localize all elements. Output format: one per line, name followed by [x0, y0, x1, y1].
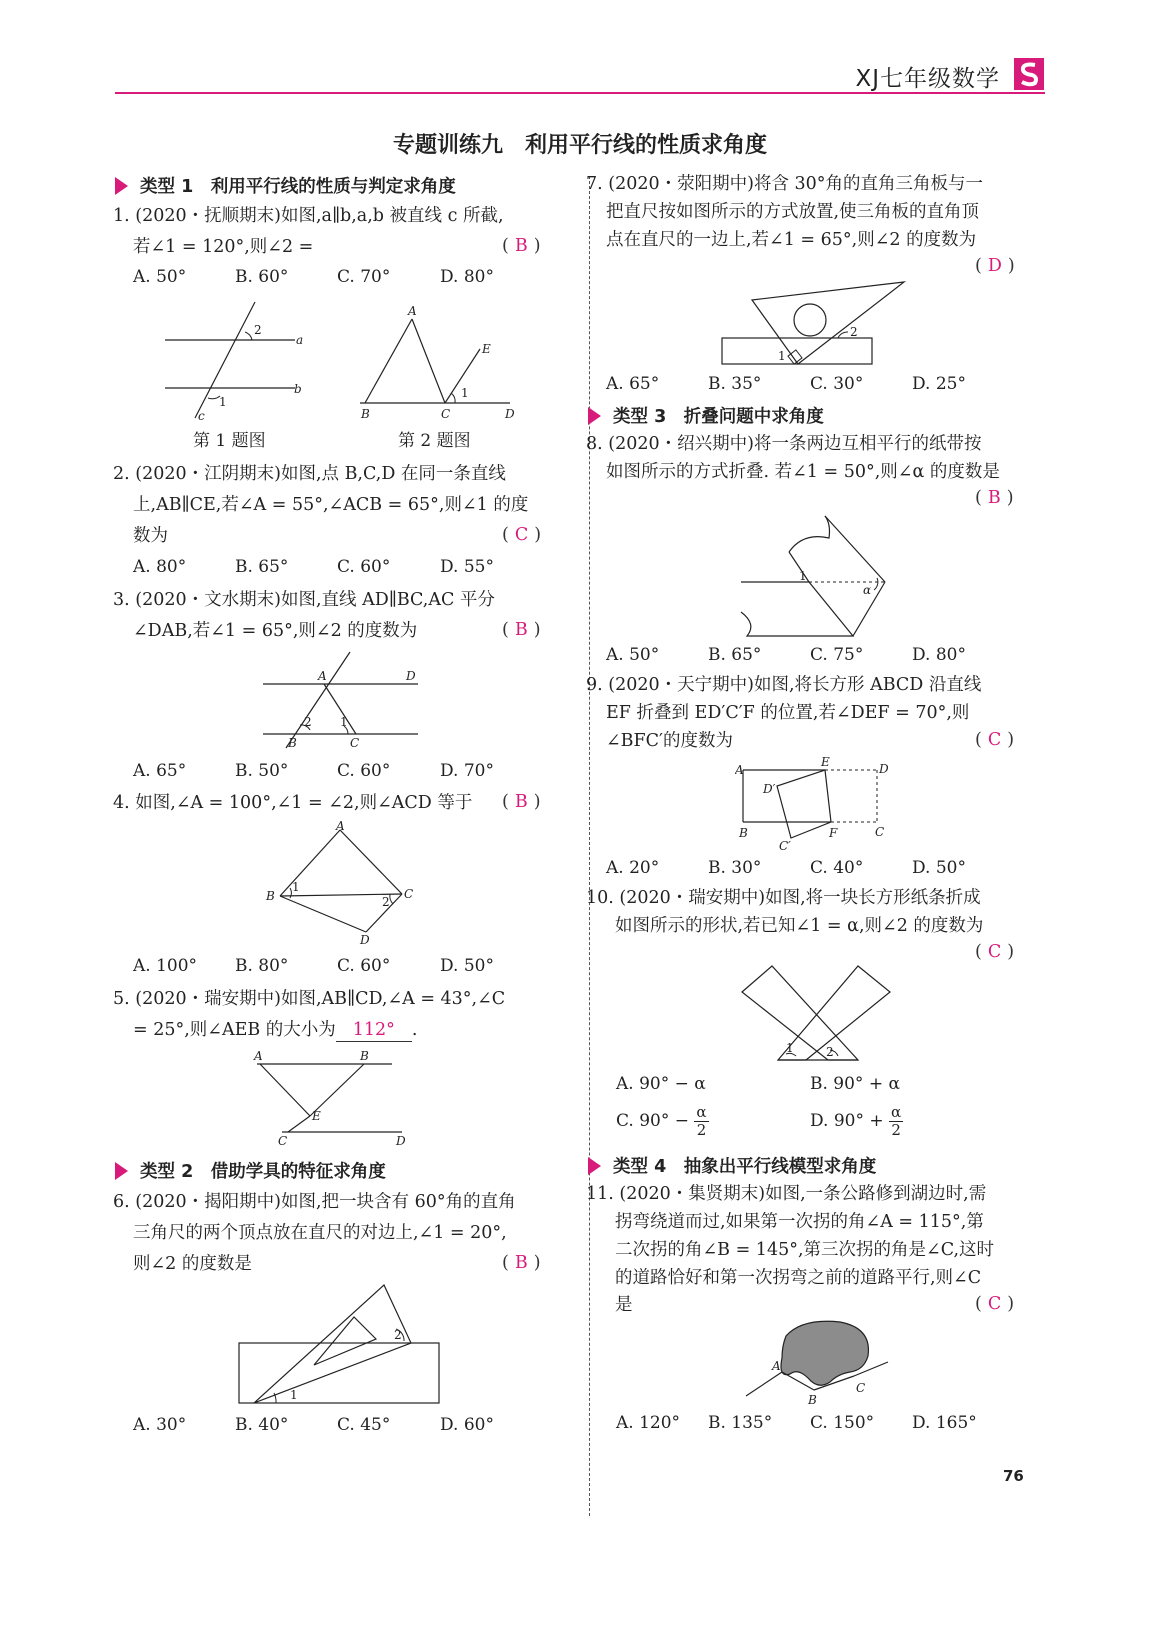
q1-option-b: B. 60°: [235, 267, 289, 287]
q2-option-c: C. 60°: [337, 557, 391, 577]
figure-q3: [258, 650, 428, 752]
q3-option-a: A. 65°: [133, 761, 187, 781]
q1-line-1: 1. (2020・抚顺期末)如图,a∥b,a,b 被直线 c 所截,: [113, 206, 504, 226]
triangle-marker-icon: [588, 407, 601, 425]
q11-option-d: D. 165°: [912, 1413, 977, 1433]
figure-label: 2: [850, 325, 858, 339]
q10-line-1: 10. (2020・瑞安期中)如图,将一块长方形纸条折成: [586, 888, 981, 908]
figure-label: A: [735, 763, 744, 777]
figure-label: B: [361, 407, 370, 421]
figure-label: D: [505, 407, 515, 421]
figure-label: C: [404, 887, 414, 901]
q4-option-c: C. 60°: [337, 956, 391, 976]
q7-line-1: 7. (2020・荥阳期中)将含 30°角的直角三角板与一: [586, 174, 984, 194]
q10-line-2: 如图所示的形状,若已知∠1 = α,则∠2 的度数为: [615, 916, 984, 936]
figure-label: D: [360, 933, 370, 947]
header-rule: [115, 92, 1045, 94]
figure-q5: [252, 1048, 412, 1148]
figure-label: a: [296, 333, 304, 347]
figure-label: 2: [382, 895, 390, 909]
q9-option-c: C. 40°: [810, 858, 864, 878]
section-heading-4: 类型 4 抽象出平行线模型求角度: [588, 1153, 876, 1178]
q11-option-a: A. 120°: [616, 1413, 681, 1433]
q3-line-1: 3. (2020・文水期末)如图,直线 AD∥BC,AC 平分: [113, 590, 495, 610]
figure-label: E: [312, 1109, 321, 1123]
q6-line-2: 三角尺的两个顶点放在直尺的对边上,∠1 = 20°,: [133, 1223, 507, 1243]
q3-option-b: B. 50°: [235, 761, 289, 781]
figure-q9: [735, 756, 900, 856]
q8-line-1: 8. (2020・绍兴期中)将一条两边互相平行的纸带按: [586, 434, 982, 454]
section-heading-2: 类型 2 借助学具的特征求角度: [115, 1158, 386, 1183]
figure-label: C: [441, 407, 451, 421]
figure-label: A: [318, 669, 327, 683]
figure-label: E: [482, 342, 491, 356]
q6-option-d: D. 60°: [440, 1415, 494, 1435]
q7-option-d: D. 25°: [912, 374, 966, 394]
figure-label: A: [772, 1359, 781, 1373]
q8-option-c: C. 75°: [810, 645, 864, 665]
q8-option-b: B. 65°: [708, 645, 762, 665]
figure-label: B: [739, 826, 748, 840]
q1-option-c: C. 70°: [337, 267, 391, 287]
figure-q2: [355, 305, 520, 425]
figure-label: C′: [779, 839, 791, 853]
q3-line-2: ∠DAB,若∠1 = 65°,则∠2 的度数为: [133, 621, 418, 641]
figure-label: 2: [826, 1045, 834, 1059]
triangle-marker-icon: [115, 1162, 128, 1180]
figure-label: A: [336, 820, 345, 833]
figure-label: 2: [394, 1328, 402, 1342]
q11-option-b: B. 135°: [708, 1413, 773, 1433]
figure-label: 1: [799, 569, 807, 583]
q7-option-c: C. 30°: [810, 374, 864, 394]
figure-label: 2: [304, 715, 312, 729]
q11-line-3: 二次拐的角∠B = 145°,第三次拐的角是∠C,这时: [615, 1240, 995, 1260]
q1-option-a: A. 50°: [133, 267, 187, 287]
q5-line-2: = 25°,则∠AEB 的大小为 112° .: [133, 1020, 418, 1040]
q2-figure-caption: 第 2 题图: [398, 431, 471, 451]
section-heading-3: 类型 3 折叠问题中求角度: [588, 403, 824, 428]
q10-option-d: D. 90° + $\frac{\alpha}{2}$: [810, 1103, 902, 1139]
triangle-marker-icon: [588, 1157, 601, 1175]
q2-line-2: 上,AB∥CE,若∠A = 55°,∠ACB = 65°,则∠1 的度: [133, 495, 529, 515]
figure-q7: [716, 280, 911, 370]
q9-line-1: 9. (2020・天宁期中)如图,将长方形 ABCD 沿直线: [586, 675, 982, 695]
q7-answer: ( D ): [975, 256, 1015, 276]
figure-label: F: [829, 826, 838, 840]
page-title: 专题训练九 利用平行线的性质求角度: [392, 133, 767, 158]
figure-q10: [738, 964, 898, 1070]
section-heading-1: 类型 1 利用平行线的性质与判定求角度: [115, 173, 456, 198]
q11-line-1: 11. (2020・集贤期末)如图,一条公路修到湖边时,需: [586, 1184, 987, 1204]
figure-label: c: [198, 409, 205, 423]
q7-option-a: A. 65°: [606, 374, 660, 394]
figure-label: b: [294, 382, 302, 396]
q6-option-b: B. 40°: [235, 1415, 289, 1435]
figure-label: D′: [763, 782, 776, 796]
q10-fraction-d: $\frac{\alpha}{2}$: [891, 1103, 902, 1139]
q2-line-1: 2. (2020・江阴期末)如图,点 B,C,D 在同一条直线: [113, 464, 506, 484]
q8-option-a: A. 50°: [606, 645, 660, 665]
q1-option-d: D. 80°: [440, 267, 494, 287]
figure-label: B: [808, 1393, 817, 1407]
figure-label: C: [278, 1134, 288, 1148]
logo-icon: [1014, 58, 1044, 90]
figure-label: A: [408, 305, 417, 318]
q9-option-b: B. 30°: [708, 858, 762, 878]
figure-label: 2: [254, 323, 262, 337]
figure-label: B: [288, 736, 297, 750]
column-divider: [589, 176, 590, 1516]
q7-line-3: 点在直尺的一边上,若∠1 = 65°,则∠2 的度数为: [606, 230, 977, 250]
q10-option-c: C. 90° − $\frac{\alpha}{2}$: [616, 1103, 707, 1139]
q7-option-b: B. 35°: [708, 374, 762, 394]
figure-label: C: [875, 825, 885, 839]
q6-option-c: C. 45°: [337, 1415, 391, 1435]
q3-answer: ( B ): [502, 620, 541, 640]
figure-q6: [236, 1283, 442, 1408]
figure-label: 1: [461, 386, 469, 400]
q9-answer: ( C ): [975, 730, 1015, 750]
q1-answer: ( B ): [502, 236, 541, 256]
q11-line-5: 是: [615, 1295, 633, 1315]
q6-line-1: 6. (2020・揭阳期中)如图,把一块含有 60°角的直角: [113, 1192, 516, 1212]
q2-option-d: D. 55°: [440, 557, 494, 577]
figure-label: B: [266, 889, 275, 903]
q9-line-3: ∠BFC′的度数为: [606, 731, 734, 751]
q2-option-a: A. 80°: [133, 557, 187, 577]
q2-answer: ( C ): [502, 525, 542, 545]
q11-option-c: C. 150°: [810, 1413, 875, 1433]
figure-label: A: [254, 1049, 263, 1063]
q1-line-2: 若∠1 = 120°,则∠2 =: [133, 237, 314, 257]
figure-q8: [737, 512, 892, 640]
q10-option-b: B. 90° + α: [810, 1074, 900, 1094]
figure-label: 1: [219, 395, 227, 409]
q6-option-a: A. 30°: [133, 1415, 187, 1435]
figure-label: D: [879, 762, 889, 776]
figure-q11: [742, 1318, 892, 1410]
figure-q4: [262, 820, 417, 948]
q6-line-3: 则∠2 的度数是: [133, 1254, 252, 1274]
q4-option-d: D. 50°: [440, 956, 494, 976]
q8-line-2: 如图所示的方式折叠. 若∠1 = 50°,则∠α 的度数是: [606, 462, 1000, 482]
q9-option-d: D. 50°: [912, 858, 966, 878]
figure-label: 1: [292, 880, 300, 894]
q1-figure-caption: 第 1 题图: [193, 431, 266, 451]
q5-line-1: 5. (2020・瑞安期中)如图,AB∥CD,∠A = 43°,∠C: [113, 989, 506, 1009]
q11-line-4: 的道路恰好和第一次拐弯之前的道路平行,则∠C: [615, 1268, 982, 1288]
q10-answer: ( C ): [975, 942, 1015, 962]
figure-label: C: [856, 1381, 866, 1395]
q8-option-d: D. 80°: [912, 645, 966, 665]
figure-label: D: [396, 1134, 406, 1148]
q2-line-3: 数为: [133, 526, 168, 546]
q8-answer: ( B ): [975, 488, 1014, 508]
figure-q1: [160, 300, 310, 425]
q3-option-c: C. 60°: [337, 761, 391, 781]
q3-option-d: D. 70°: [440, 761, 494, 781]
q5-fill-answer: 112°: [336, 1019, 412, 1042]
q11-answer: ( C ): [975, 1294, 1015, 1314]
q4-option-a: A. 100°: [133, 956, 198, 976]
q9-line-2: EF 折叠到 ED′C′F 的位置,若∠DEF = 70°,则: [606, 703, 970, 723]
figure-label: α: [863, 583, 872, 597]
q9-option-a: A. 20°: [606, 858, 660, 878]
figure-label: C: [350, 736, 360, 750]
q4-option-b: B. 80°: [235, 956, 289, 976]
figure-label: 1: [786, 1041, 794, 1055]
q2-option-b: B. 65°: [235, 557, 289, 577]
q4-line-1: 4. 如图,∠A = 100°,∠1 = ∠2,则∠ACD 等于: [113, 793, 473, 813]
figure-label: 1: [778, 349, 786, 363]
q10-fraction-c: $\frac{\alpha}{2}$: [696, 1103, 707, 1139]
header-title: XJ七年级数学: [855, 66, 1000, 92]
q6-answer: ( B ): [502, 1253, 541, 1273]
figure-label: E: [821, 756, 830, 769]
figure-label: 1: [290, 1388, 298, 1402]
figure-label: B: [360, 1049, 369, 1063]
figure-label: D: [406, 669, 416, 683]
page-number: 76: [1003, 1467, 1024, 1485]
q4-answer: ( B ): [502, 792, 541, 812]
figure-label: 1: [340, 715, 348, 729]
q7-line-2: 把直尺按如图所示的方式放置,使三角板的直角顶: [606, 202, 980, 222]
q11-line-2: 拐弯绕道而过,如果第一次拐的角∠A = 115°,第: [615, 1212, 984, 1232]
q10-option-a: A. 90° − α: [616, 1074, 706, 1094]
triangle-marker-icon: [115, 177, 128, 195]
